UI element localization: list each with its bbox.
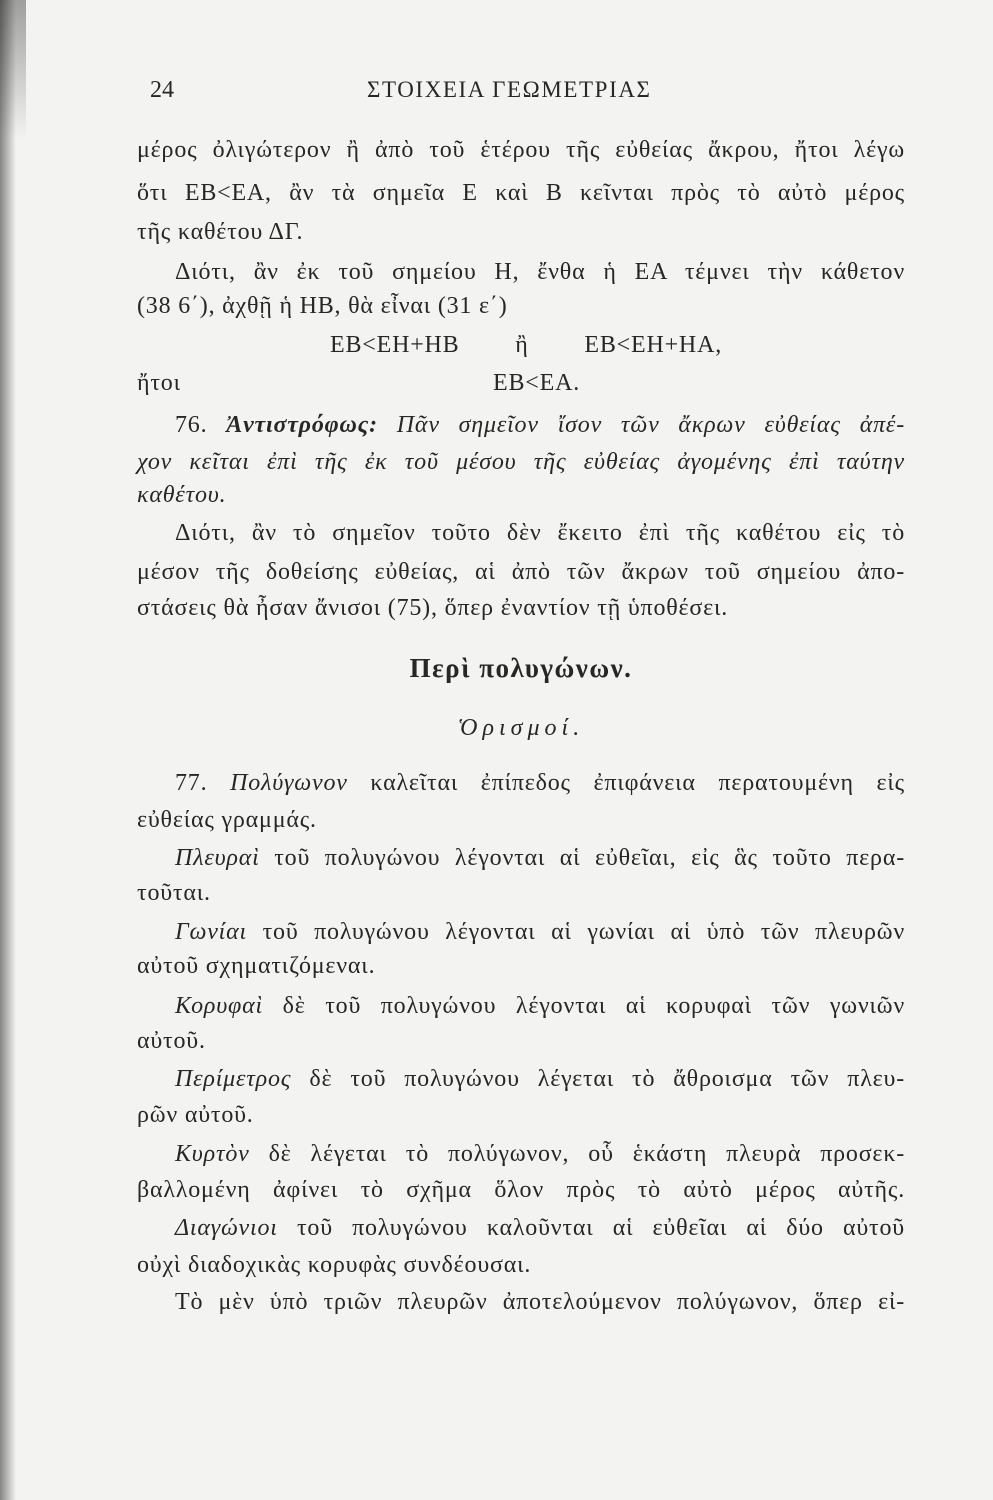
defined-term: Διαγώνιοι bbox=[175, 1215, 278, 1241]
text-line: ἤτοι bbox=[137, 370, 181, 396]
text-line: μέσον τῆς δοθείσης εὐθείας, αἱ ἀπὸ τῶν ἄκρων τοῦ σημείου ἀπο- bbox=[137, 559, 905, 585]
text-line: τῆς καθέτου ΔΓ. bbox=[137, 219, 304, 245]
definition-line: εὐθείας γραμμάς. bbox=[137, 807, 317, 833]
definition-line: αὐτοῦ. bbox=[137, 1028, 206, 1054]
definition-line: Γωνίαι τοῦ πολυγώνου λέγονται αἱ γωνίαι αἱ ὑπὸ τῶν πλευρῶν bbox=[175, 919, 905, 945]
inequality-formula: ΕΒ<ΕΗ+ΗΒ ἢ ΕΒ<ΕΗ+ΗΑ, bbox=[330, 332, 722, 358]
text-line: στάσεις θὰ ἦσαν ἄνισοι (75), ὅπερ ἐναντίον τῇ ὑποθέσει. bbox=[137, 595, 729, 621]
page-number: 24 bbox=[150, 77, 174, 103]
definition-line: Περίμετρος δὲ τοῦ πολυγώνου λέγεται τὸ ἄθροισμα τῶν πλευ- bbox=[175, 1066, 905, 1092]
text-line: ὅτι ΕΒ<ΕΑ, ἂν τὰ σημεῖα Ε καὶ Β κεῖνται πρὸς τὸ αὐτὸ μέρος bbox=[137, 180, 905, 206]
theorem-76-line: 76. Ἀντιστρόφως: Πᾶν σημεῖον ἴσον τῶν ἄκρων εὐθείας ἀπέ- bbox=[175, 412, 905, 438]
section-number: 76. bbox=[175, 412, 227, 438]
defined-term: Γωνίαι bbox=[175, 919, 247, 945]
text-line: μέρος ὀλιγώτερον ἢ ἀπὸ τοῦ ἑτέρου τῆς εὐθείας ἄκρου, ἤτοι λέγω bbox=[137, 137, 905, 163]
text-line: Διότι, ἂν ἐκ τοῦ σημείου Η, ἔνθα ἡ ΕΑ τέμνει τὴν κάθετον bbox=[175, 259, 905, 285]
definition-line: τοῦται. bbox=[137, 880, 211, 906]
definition-line: οὐχὶ διαδοχικὰς κορυφὰς συνδέουσαι. bbox=[137, 1252, 532, 1278]
subsection-heading: Ὁρισμοί. bbox=[457, 715, 585, 741]
definition-line: 77. Πολύγωνον καλεῖται ἐπίπεδος ἐπιφάνεια περατουμένη εἰς bbox=[175, 770, 905, 796]
defined-term: Κυρτὸν bbox=[175, 1141, 250, 1167]
definition-line: βαλλομένη ἀφίνει τὸ σχῆμα ὅλον πρὸς τὸ αὐτὸ μέρος αὐτῆς. bbox=[137, 1177, 905, 1203]
binding-shadow-top bbox=[0, 0, 26, 140]
text-line: Διότι, ἂν τὸ σημεῖον τοῦτο δὲν ἔκειτο ἐπὶ τῆς καθέτου εἰς τὸ bbox=[175, 520, 905, 546]
defined-term: Πλευραὶ bbox=[175, 845, 260, 871]
definition-line: Διαγώνιοι τοῦ πολυγώνου καλοῦνται αἱ εὐθεῖαι αἱ δύο αὐτοῦ bbox=[175, 1215, 905, 1241]
running-title: ΣΤΟΙΧΕΙΑ ΓΕΩΜΕΤΡΙΑΣ bbox=[367, 77, 652, 102]
definition-line: Κορυφαὶ δὲ τοῦ πολυγώνου λέγονται αἱ κορυφαὶ τῶν γωνιῶν bbox=[175, 993, 905, 1019]
binding-shadow bbox=[0, 0, 16, 1500]
defined-term: Πολύγωνον bbox=[230, 770, 348, 796]
theorem-76-line: καθέτου. bbox=[137, 482, 227, 508]
definition-line: αὐτοῦ σχηματιζόμεναι. bbox=[137, 953, 376, 979]
section-number: 77. bbox=[175, 770, 231, 796]
defined-term: Περίμετρος bbox=[175, 1066, 292, 1092]
text-line: Τὸ μὲν ὑπὸ τριῶν πλευρῶν ἀποτελούμενον πολύγωνον, ὅπερ εἰ- bbox=[175, 1289, 905, 1315]
definition-line: ρῶν αὐτοῦ. bbox=[137, 1102, 254, 1128]
defined-term: Κορυφαὶ bbox=[175, 993, 263, 1019]
theorem-76-line: χον κεῖται ἐπὶ τῆς ἐκ τοῦ μέσου τῆς εὐθείας ἀγομένης ἐπὶ ταύτην bbox=[137, 449, 905, 475]
text-line: (38 6΄), ἀχθῇ ἡ ΗΒ, θὰ εἶναι (31 ε΄) bbox=[137, 293, 508, 319]
definition-line: Κυρτὸν δὲ λέγεται τὸ πολύγωνον, οὗ ἑκάστη πλευρὰ προσεκ- bbox=[175, 1141, 905, 1167]
theorem-label: Ἀντιστρόφως: bbox=[226, 412, 378, 438]
section-heading: Περὶ πολυγώνων. bbox=[409, 653, 633, 683]
result-formula: ΕΒ<ΕΑ. bbox=[493, 370, 580, 396]
definition-line: Πλευραὶ τοῦ πολυγώνου λέγονται αἱ εὐθεῖαι, εἰς ἃς τοῦτο περα- bbox=[175, 845, 905, 871]
